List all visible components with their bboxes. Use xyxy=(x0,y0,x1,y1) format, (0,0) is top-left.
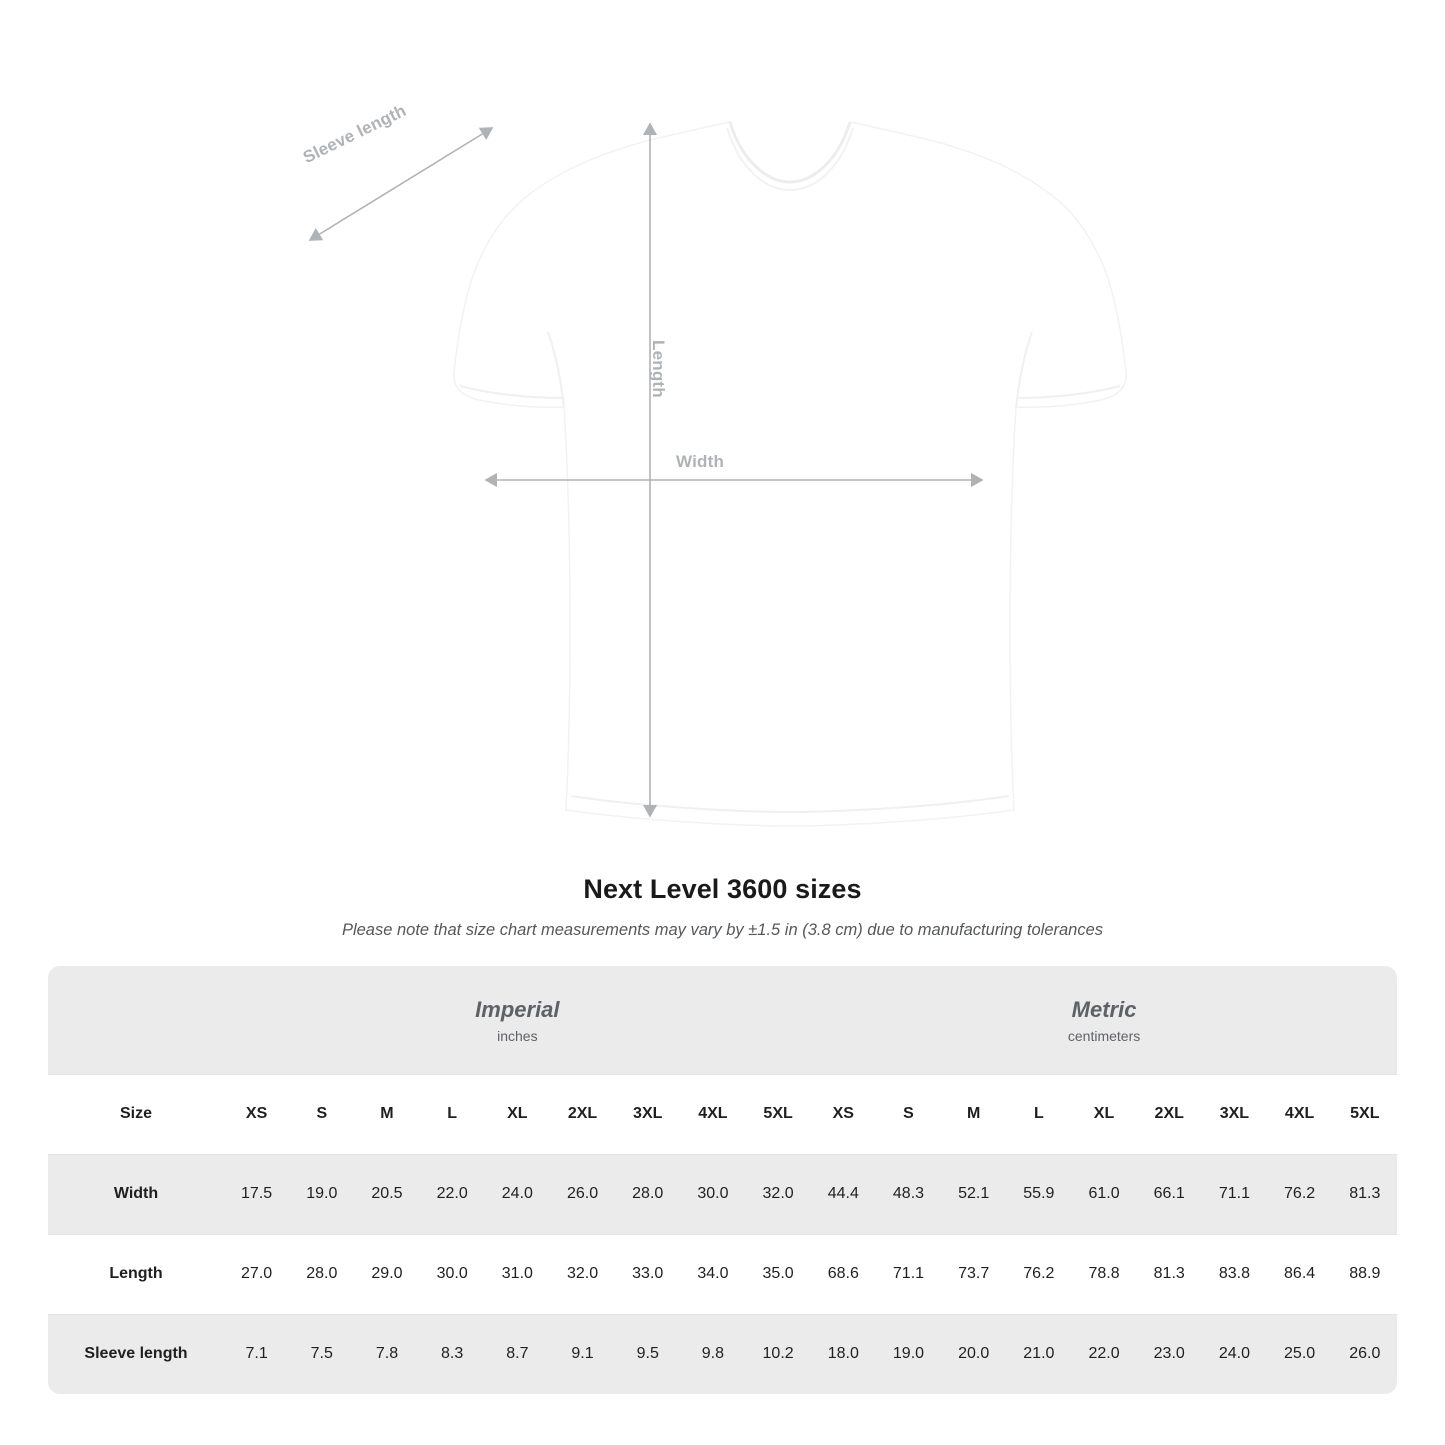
size-col-imp-0: XS xyxy=(224,1074,289,1154)
unit-group-metric xyxy=(811,966,1397,1074)
cell-sleeve-imp-8: 10.2 xyxy=(746,1314,811,1394)
page-subtitle: Please note that size chart measurements may vary by ±1.5 in (3.8 cm) due to manufacturing tolerances xyxy=(341,921,1104,939)
size-col-imp-4: XL xyxy=(485,1074,550,1154)
cell-width-met-0: 44.4 xyxy=(811,1154,876,1234)
cell-width-met-5: 66.1 xyxy=(1137,1154,1202,1234)
cell-width-imp-7: 30.0 xyxy=(680,1154,745,1234)
table-row xyxy=(48,1154,1397,1234)
row-label-width: Width xyxy=(48,1154,224,1234)
cell-sleeve-met-1: 19.0 xyxy=(876,1314,941,1394)
row-label-sleeve-length: Sleeve length xyxy=(48,1314,224,1394)
size-header-row xyxy=(48,1074,1397,1154)
size-table xyxy=(48,966,1397,1394)
size-col-imp-6: 3XL xyxy=(615,1074,680,1154)
sleeve-length-annotation: Sleeve length xyxy=(300,100,410,168)
cell-length-met-2: 73.7 xyxy=(941,1234,1006,1314)
cell-width-imp-5: 26.0 xyxy=(550,1154,615,1234)
cell-length-imp-7: 34.0 xyxy=(680,1234,745,1314)
size-col-imp-1: S xyxy=(289,1074,354,1154)
cell-sleeve-met-4: 22.0 xyxy=(1071,1314,1136,1394)
size-col-met-4: XL xyxy=(1071,1074,1136,1154)
length-annotation: Length xyxy=(649,340,668,398)
size-col-imp-7: 4XL xyxy=(680,1074,745,1154)
cell-length-imp-1: 28.0 xyxy=(289,1234,354,1314)
cell-width-met-6: 71.1 xyxy=(1202,1154,1267,1234)
cell-length-met-1: 71.1 xyxy=(876,1234,941,1314)
size-col-imp-8: 5XL xyxy=(746,1074,811,1154)
cell-length-imp-6: 33.0 xyxy=(615,1234,680,1314)
size-col-met-7: 4XL xyxy=(1267,1074,1332,1154)
cell-length-imp-5: 32.0 xyxy=(550,1234,615,1314)
cell-sleeve-met-2: 20.0 xyxy=(941,1314,1006,1394)
size-col-met-1: S xyxy=(876,1074,941,1154)
size-col-imp-2: M xyxy=(354,1074,419,1154)
size-table-wrapper xyxy=(48,966,1397,1394)
table-row xyxy=(48,1234,1397,1314)
unit-header-row xyxy=(48,966,1397,1074)
cell-width-met-8: 81.3 xyxy=(1332,1154,1397,1234)
cell-sleeve-imp-5: 9.1 xyxy=(550,1314,615,1394)
cell-sleeve-imp-3: 8.3 xyxy=(420,1314,485,1394)
cell-length-met-5: 81.3 xyxy=(1137,1234,1202,1314)
cell-sleeve-met-0: 18.0 xyxy=(811,1314,876,1394)
cell-length-met-6: 83.8 xyxy=(1202,1234,1267,1314)
cell-width-imp-8: 32.0 xyxy=(746,1154,811,1234)
cell-length-imp-4: 31.0 xyxy=(485,1234,550,1314)
unit-group-imperial-name: Imperial xyxy=(475,996,560,1022)
size-col-imp-5: 2XL xyxy=(550,1074,615,1154)
unit-group-metric-name: Metric xyxy=(1071,996,1137,1022)
size-col-met-5: 2XL xyxy=(1137,1074,1202,1154)
cell-width-imp-4: 24.0 xyxy=(485,1154,550,1234)
cell-sleeve-imp-0: 7.1 xyxy=(224,1314,289,1394)
size-col-met-8: 5XL xyxy=(1332,1074,1397,1154)
cell-sleeve-imp-7: 9.8 xyxy=(680,1314,745,1394)
title-block xyxy=(0,874,1445,940)
cell-length-imp-3: 30.0 xyxy=(420,1234,485,1314)
cell-width-met-4: 61.0 xyxy=(1071,1154,1136,1234)
cell-length-met-0: 68.6 xyxy=(811,1234,876,1314)
cell-width-imp-6: 28.0 xyxy=(615,1154,680,1234)
width-annotation: Width xyxy=(676,452,725,471)
cell-width-met-7: 76.2 xyxy=(1267,1154,1332,1234)
size-col-met-0: XS xyxy=(811,1074,876,1154)
cell-width-met-3: 55.9 xyxy=(1006,1154,1071,1234)
unit-header-spacer xyxy=(48,966,224,1074)
cell-width-imp-0: 17.5 xyxy=(224,1154,289,1234)
cell-sleeve-imp-2: 7.8 xyxy=(354,1314,419,1394)
cell-sleeve-met-7: 25.0 xyxy=(1267,1314,1332,1394)
cell-length-met-4: 78.8 xyxy=(1071,1234,1136,1314)
size-header-label: Size xyxy=(48,1074,224,1154)
cell-length-imp-2: 29.0 xyxy=(354,1234,419,1314)
cell-width-imp-2: 20.5 xyxy=(354,1154,419,1234)
cell-width-met-2: 52.1 xyxy=(941,1154,1006,1234)
table-row xyxy=(48,1314,1397,1394)
cell-width-met-1: 48.3 xyxy=(876,1154,941,1234)
cell-sleeve-imp-4: 8.7 xyxy=(485,1314,550,1394)
page-title: Next Level 3600 sizes xyxy=(583,874,862,904)
size-col-imp-3: L xyxy=(420,1074,485,1154)
cell-length-met-3: 76.2 xyxy=(1006,1234,1071,1314)
row-label-length: Length xyxy=(48,1234,224,1314)
cell-length-imp-0: 27.0 xyxy=(224,1234,289,1314)
size-col-met-3: L xyxy=(1006,1074,1071,1154)
cell-sleeve-met-8: 26.0 xyxy=(1332,1314,1397,1394)
cell-sleeve-imp-1: 7.5 xyxy=(289,1314,354,1394)
unit-group-imperial-unit: inches xyxy=(497,1028,538,1045)
cell-length-imp-8: 35.0 xyxy=(746,1234,811,1314)
cell-sleeve-met-6: 24.0 xyxy=(1202,1314,1267,1394)
unit-group-metric-unit: centimeters xyxy=(1067,1028,1141,1045)
cell-sleeve-met-5: 23.0 xyxy=(1137,1314,1202,1394)
cell-sleeve-imp-6: 9.5 xyxy=(615,1314,680,1394)
cell-length-met-7: 86.4 xyxy=(1267,1234,1332,1314)
cell-sleeve-met-3: 21.0 xyxy=(1006,1314,1071,1394)
cell-width-imp-3: 22.0 xyxy=(420,1154,485,1234)
size-col-met-2: M xyxy=(941,1074,1006,1154)
unit-group-imperial xyxy=(224,966,811,1074)
cell-width-imp-1: 19.0 xyxy=(289,1154,354,1234)
cell-length-met-8: 88.9 xyxy=(1332,1234,1397,1314)
size-col-met-6: 3XL xyxy=(1202,1074,1267,1154)
